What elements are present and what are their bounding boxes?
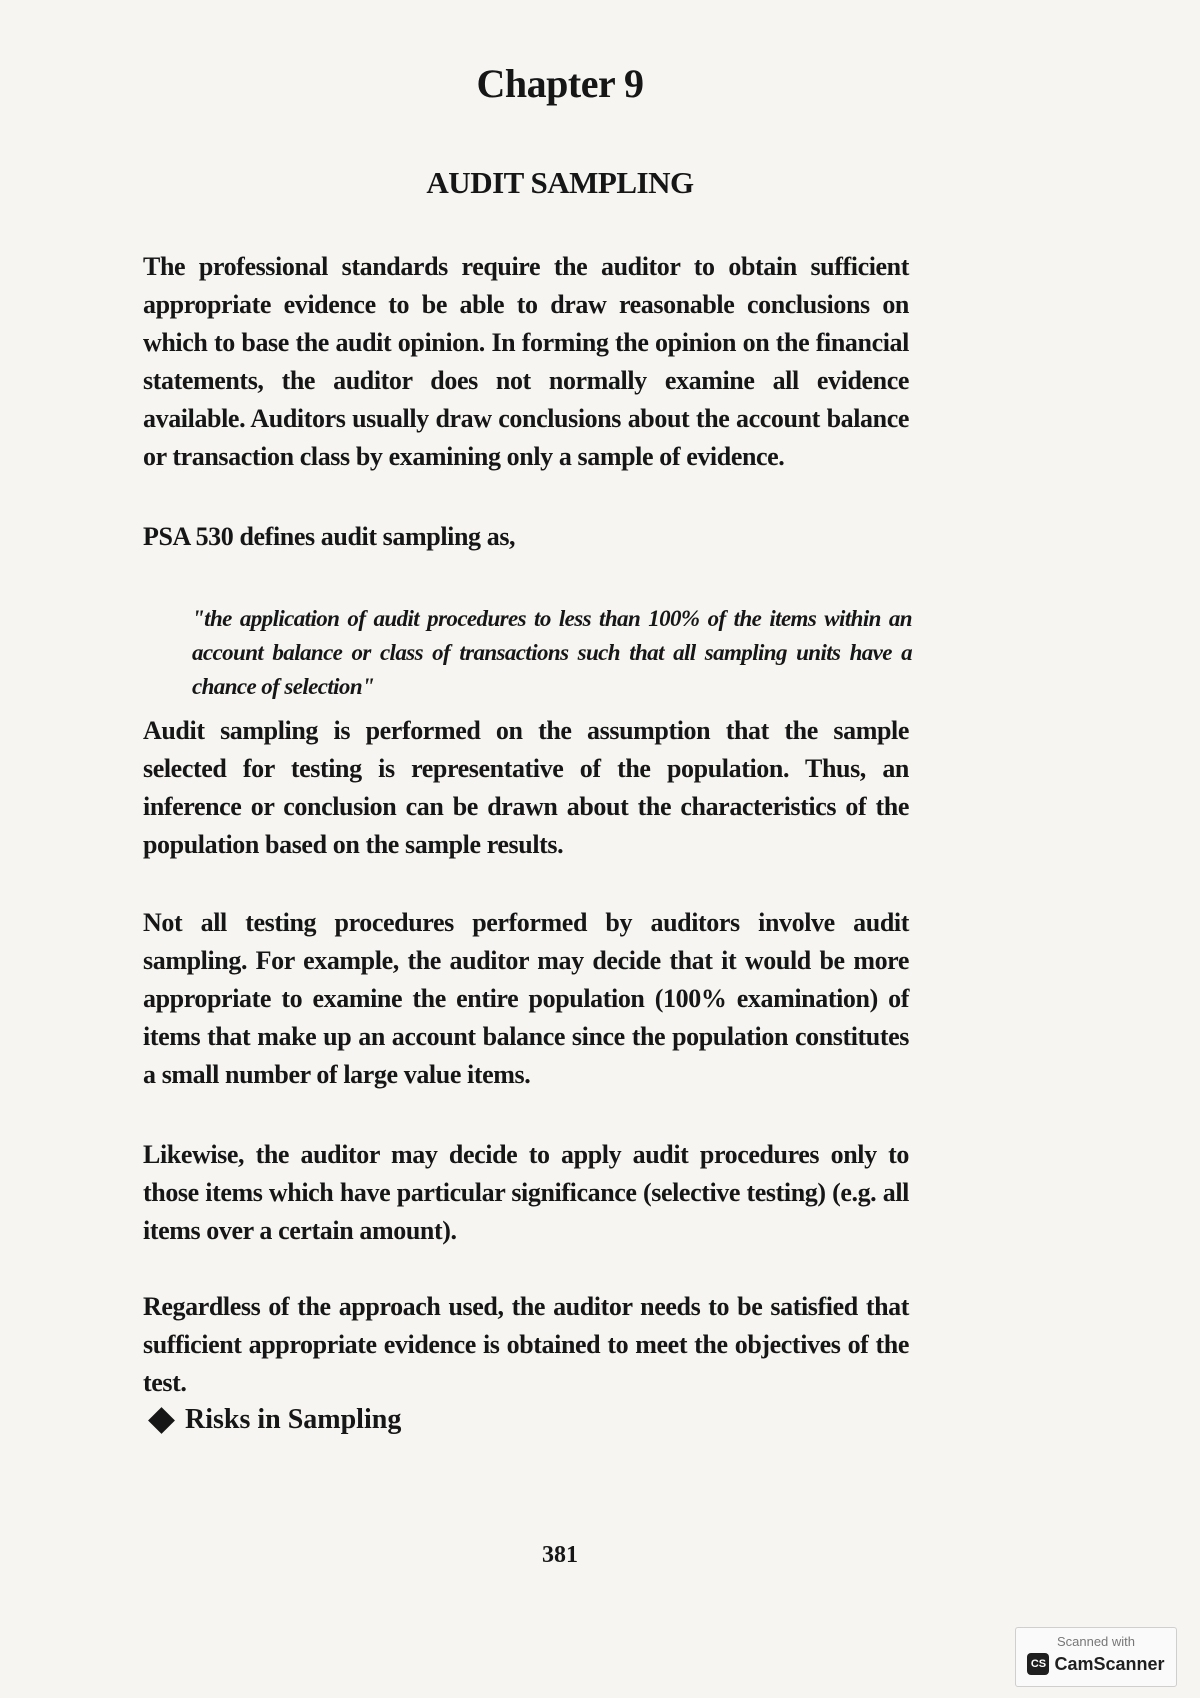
- chapter-heading: Chapter 9: [476, 61, 644, 106]
- paragraph-assumption: Audit sampling is performed on the assumption that the sample selected for testing is representative of the population. Thus, an inference or conclusion can be drawn about the characteristics of the population based on the sample results.: [143, 716, 909, 859]
- section-heading-text: Risks in Sampling: [185, 1404, 402, 1435]
- camscanner-logo-icon: CS: [1027, 1653, 1049, 1675]
- watermark-brand-row: [1016, 1653, 1176, 1675]
- watermark-caption: Scanned with: [1056, 1634, 1136, 1649]
- page-number: 381: [542, 1542, 578, 1568]
- watermark-brand: CamScanner: [1054, 1653, 1165, 1674]
- section-heading-risks: [152, 1404, 401, 1436]
- paragraph-regardless: Regardless of the approach used, the auditor needs to be satisfied that sufficient appropriate evidence is obtained to meet the objectives of the test.: [143, 1292, 909, 1397]
- paragraph-definition-lead: PSA 530 defines audit sampling as,: [143, 522, 516, 551]
- definition-quote: "the application of audit procedures to less than 100% of the items within an account balance or class of transactions such that all sampling units have a chance of selection": [192, 606, 912, 699]
- paragraph-likewise: Likewise, the auditor may decide to apply audit procedures only to those items which have particular significance (selective testing) (e.g. all items over a certain amount).: [143, 1140, 909, 1245]
- diamond-bullet-icon: [148, 1407, 175, 1434]
- camscanner-watermark: [1015, 1627, 1177, 1687]
- chapter-title: AUDIT SAMPLING: [426, 165, 694, 200]
- paragraph-intro: The professional standards require the auditor to obtain sufficient appropriate evidence to be able to draw reasonable conclusions on which to base the audit opinion. In forming the opinion on the financial statements, the auditor does not normally examine all evidence available. Auditors usually draw conclusions about the account balance or transaction class by examining only a sample of evidence.: [143, 252, 909, 471]
- paragraph-not-all: Not all testing procedures performed by auditors involve audit sampling. For example, the auditor may decide that it would be more appropriate to examine the entire population (100% examination) of items that make up an account balance since the population constitutes a small number of large value items.: [143, 908, 909, 1089]
